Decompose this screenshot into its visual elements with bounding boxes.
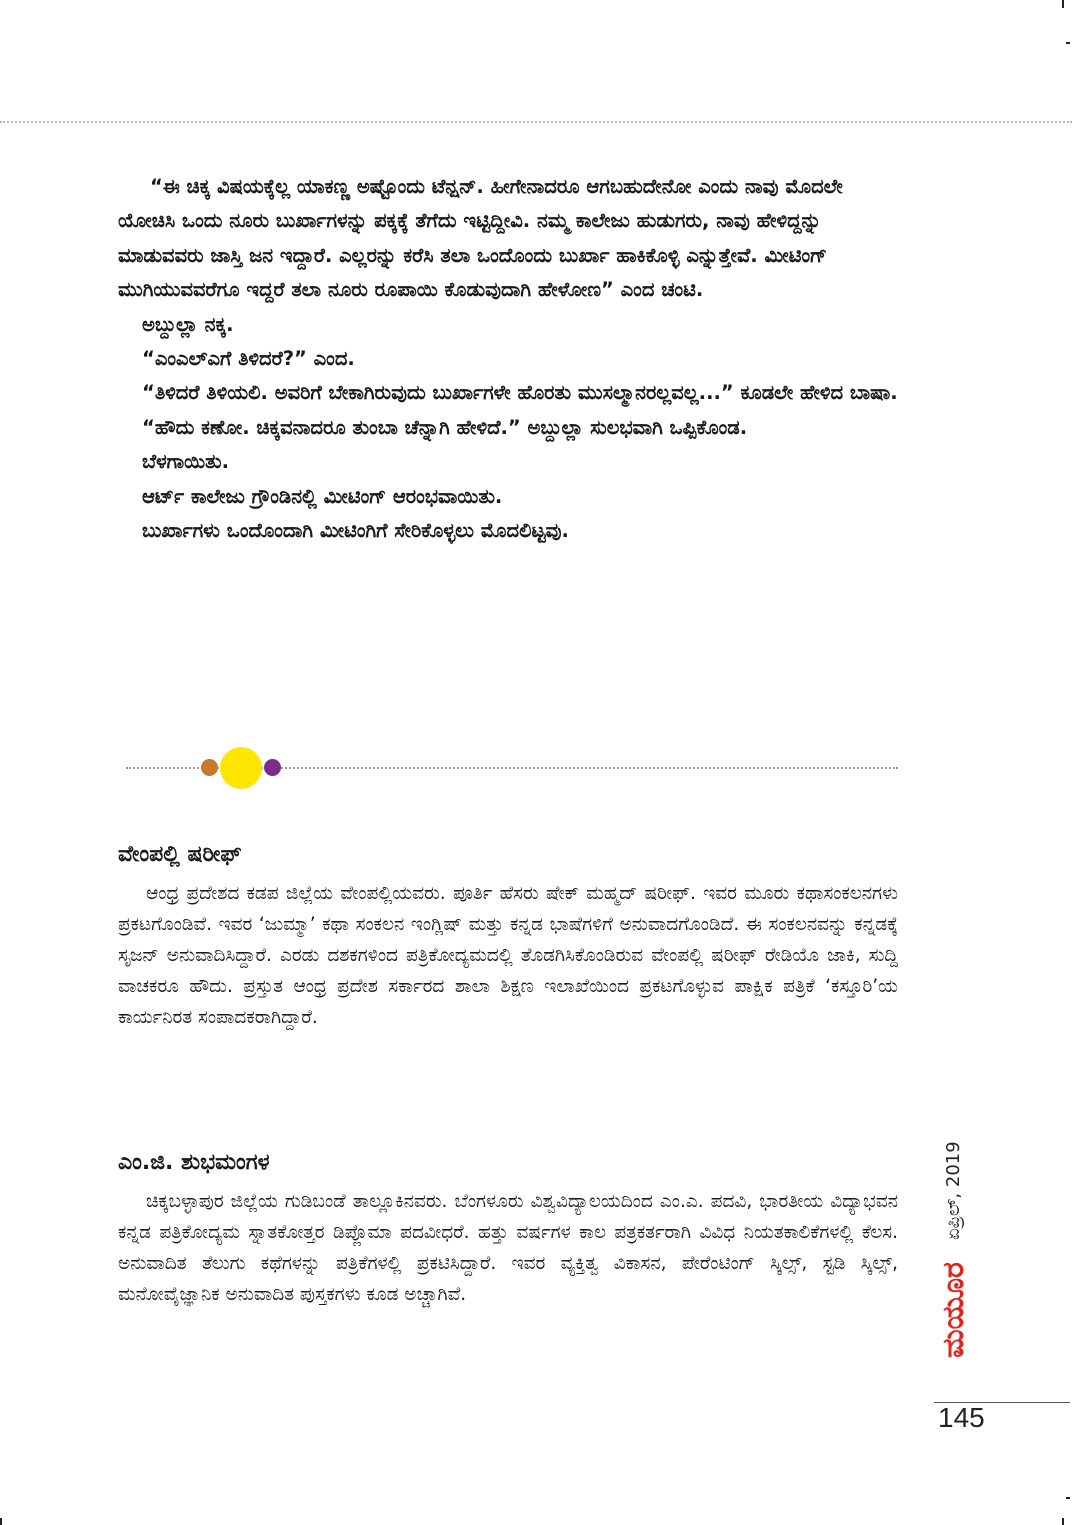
issue-date: ಏಪ್ರಿಲ್, 2019 <box>943 1141 964 1240</box>
story-text <box>118 170 898 548</box>
crop-mark <box>1066 1497 1070 1499</box>
bio-text-content: ಚಿಕ್ಕಬಳ್ಳಾಪುರ ಜಿಲ್ಲೆಯ ಗುಡಿಬಂಡೆ ತಾಲ್ಲೂಕಿನವರು. ಬೆಂಗಳೂರು ವಿಶ್ವವಿದ್ಯಾಲಯದಿಂದ ಎಂ.ಎ. ಪದವಿ, ಭಾರತೀಯ ವಿದ್ಯಾಭವನ ಕನ್ನಡ ಪತ್ರಿಕೋದ್ಯಮ ಸ್ನಾತಕೋತ್ತರ ಡಿಪ್ಲೊಮಾ ಪದವೀಧರೆ. ಹತ್ತು ವರ್ಷಗಳ ಕಾಲ ಪತ್ರಕರ್ತರಾಗಿ ವಿವಿಧ ನಿಯತಕಾಲಿಕೆಗಳಲ್ಲಿ ಕೆಲಸ. ಅನುವಾದಿತ ತೆಲುಗು ಕಥೆಗಳನ್ನು ಪತ್ರಿಕೆಗಳಲ್ಲಿ ಪ್ರಕಟಿಸಿದ್ದಾರೆ. ಇವರ ವ್ಯಕ್ತಿತ್ವ ವಿಕಾಸನ, ಪೇರೆಂಟಿಂಗ್ ಸ್ಕಿಲ್ಸ್, ಸ್ಟಡಿ ಸ್ಕಿಲ್ಸ್, ಮನೋವೈಜ್ಞಾನಿಕ ಅನುವಾದಿತ ಪುಸ್ತಕಗಳು ಕೂಡ ಅಚ್ಚಾಗಿವೆ. <box>118 1191 898 1305</box>
crop-mark <box>1066 42 1070 44</box>
story-paragraph: “ಹೌದು ಕಣೋ. ಚಿಕ್ಕವನಾದರೂ ತುಂಬಾ ಚೆನ್ನಾಗಿ ಹೇಳಿದೆ.” ಅಬ್ದುಲ್ಲಾ ಸುಲಭವಾಗಿ ಒಪ್ಪಿಕೊಂಡ. <box>142 415 748 439</box>
story-paragraph: “ಈ ಚಿಕ್ಕ ವಿಷಯಕ್ಕೆಲ್ಲ ಯಾಕಣ್ಣ ಅಷ್ಟೊಂದು ಟೆನ್ಷನ್. ಹೀಗೇನಾದರೂ ಆಗಬಹುದೇನೋ ಎಂದು ನಾವು ಮೊದಲೇ ಯೋಚಿಸಿ ಒಂದು ನೂರು ಬುರ್ಖಾಗಳನ್ನು ಪಕ್ಕಕ್ಕೆ ತೆಗೆದು ಇಟ್ಟಿದ್ದೀವಿ. ನಮ್ಮ ಕಾಲೇಜು ಹುಡುಗರು, ನಾವು ಹೇಳಿದ್ದನ್ನು ಮಾಡುವವರು ಜಾಸ್ತಿ ಜನ ಇದ್ದಾರೆ. ಎಲ್ಲರನ್ನು ಕರೆಸಿ ತಲಾ ಒಂದೊಂದು ಬುರ್ಖಾ ಹಾಕಿಕೊಳ್ಳಿ ಎನ್ನುತ್ತೇವೆ. ಮೀಟಿಂಗ್ ಮುಗಿಯುವವರೆಗೂ ಇದ್ದರೆ ತಲಾ ನೂರು ರೂಪಾಯಿ ಕೊಡುವುದಾಗಿ ಹೇಳೋಣ” ಎಂದ ಚಂಟಿ. <box>118 175 843 302</box>
yellow-dot-ornament <box>220 747 262 789</box>
orange-dot-ornament <box>201 759 218 776</box>
story-paragraph: ಬೆಳಗಾಯಿತು. <box>142 450 230 474</box>
crop-mark <box>1062 0 1064 8</box>
story-paragraph: “ತಿಳಿದರೆ ತಿಳಿಯಲಿ. ಅವರಿಗೆ ಬೇಕಾಗಿರುವುದು ಬುರ್ಖಾಗಳೇ ಹೊರತು ಮುಸಲ್ಮಾನರಲ್ಲವಲ್ಲ...” ಕೂಡಲೇ ಹೇಳಿದ ಬಾಷಾ. <box>142 381 898 405</box>
top-dotted-rule <box>0 121 1072 123</box>
story-paragraph: ಆರ್ಟ್ ಕಾಲೇಜು ಗ್ರೌಂಡಿನಲ್ಲಿ ಮೀಟಿಂಗ್ ಆರಂಭವಾಯಿತು. <box>142 484 503 508</box>
bio-text-content: ಆಂಧ್ರ ಪ್ರದೇಶದ ಕಡಪ ಜಿಲ್ಲೆಯ ವೇಂಪಲ್ಲಿಯವರು. ಪೂರ್ತಿ ಹೆಸರು ಷೇಕ್ ಮಹ್ಮದ್ ಷರೀಫ್. ಇವರ ಮೂರು ಕಥಾಸಂಕಲನಗಳು ಪ್ರಕಟಗೊಂಡಿವೆ. ಇವರ ‘ಜುಮ್ಮಾ’ ಕಥಾ ಸಂಕಲನ ಇಂಗ್ಲಿಷ್ ಮತ್ತು ಕನ್ನಡ ಭಾಷೆಗಳಿಗೆ ಅನುವಾದಗೊಂಡಿದೆ. ಈ ಸಂಕಲನವನ್ನು ಕನ್ನಡಕ್ಕೆ ಸೃಜನ್ ಅನುವಾದಿಸಿದ್ದಾರೆ. ಎರಡು ದಶಕಗಳಿಂದ ಪತ್ರಿಕೋದ್ಯಮದಲ್ಲಿ ತೊಡಗಿಸಿಕೊಂಡಿರುವ ವೇಂಪಲ್ಲಿ ಷರೀಫ್ ರೇಡಿಯೊ ಜಾಕಿ, ಸುದ್ದಿ ವಾಚಕರೂ ಹೌದು. ಪ್ರಸ್ತುತ ಆಂಧ್ರ ಪ್ರದೇಶ ಸರ್ಕಾರದ ಶಾಲಾ ಶಿಕ್ಷಣ ಇಲಾಖೆಯಿಂದ ಪ್ರಕಟಗೊಳ್ಳುವ ಪಾಕ್ಷಿಕ ಪತ್ರಿಕೆ ‘ಕಸ್ತೂರಿ’ಯ ಕಾರ್ಯನಿರತ ಸಂಪಾದಕರಾಗಿದ್ದಾರೆ. <box>118 883 898 1028</box>
magazine-logo: ಮಯೂರ <box>936 1262 971 1358</box>
story-paragraph: ಬುರ್ಖಾಗಳು ಒಂದೊಂದಾಗಿ ಮೀಟಿಂಗಿಗೆ ಸೇರಿಕೊಳ್ಳಲು ಮೊದಲಿಟ್ಟವು. <box>142 519 569 543</box>
crop-mark <box>0 1518 2 1525</box>
crop-mark <box>1062 1518 1064 1525</box>
page-number: 145 <box>938 1402 985 1433</box>
bio-text <box>118 878 898 1033</box>
bio-text <box>118 1186 898 1310</box>
story-paragraph: ಅಬ್ದುಲ್ಲಾ ನಕ್ಕ. <box>142 312 234 336</box>
story-paragraph: “ಎಂಎಲ್‌ಎಗೆ ತಿಳಿದರೆ?” ಎಂದ. <box>142 347 355 371</box>
purple-dot-ornament <box>264 759 281 776</box>
bio-title: ವೇಂಪಲ್ಲಿ ಷರೀಫ್ <box>118 842 242 867</box>
sidebar <box>932 1100 972 1410</box>
bio-title: ಎಂ.ಜಿ. ಶುಭಮಂಗಳ <box>118 1150 270 1175</box>
